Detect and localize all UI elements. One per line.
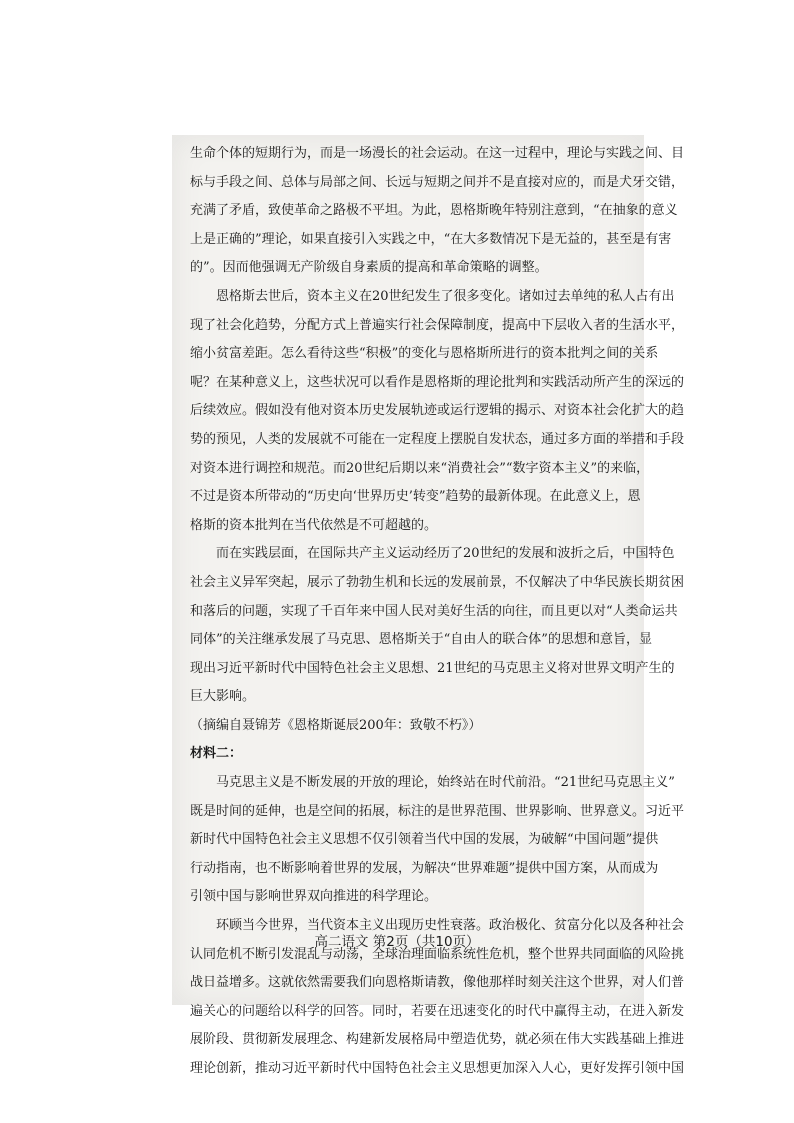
- material-two-heading: 材料二：: [190, 746, 243, 762]
- text-line: 环顾当今世界，当代资本主义出现历史性衰落。政治极化、贫富分化以及各种社会: [216, 918, 685, 934]
- text-line: 生命个体的短期行为，而是一场漫长的社会运动。在这一过程中，理论与实践之间、目: [190, 146, 685, 161]
- text-line: 认同危机不断引发混乱与动荡，全球治理面临系统性危机，整个世界共同面临的风险挑: [190, 946, 685, 962]
- text-line: 既是时间的延伸，也是空间的拓展，标注的是世界范围、世界影响、世界意义。习近平: [190, 803, 685, 819]
- text-line: 和落后的问题，实现了千百年来中国人民对美好生活的向往，而且更以对“人类命运共: [190, 603, 678, 619]
- text-line: 理论创新，推动习近平新时代中国特色社会主义思想更加深入人心，更好发挥引领中国: [190, 1061, 685, 1076]
- text-line: 新时代中国特色社会主义思想不仅引领着当代中国的发展，为破解“中国问题”提供: [190, 832, 659, 848]
- text-line: 巨大影响。: [190, 689, 256, 705]
- material-one-text: [190, 140, 685, 712]
- text-line: 展阶段、贯彻新发展理念、构建新发展格局中塑造优势，就必须在伟大实践基础上推进: [190, 1032, 685, 1048]
- text-line: 充满了矛盾，致使革命之路极不平坦。为此，恩格斯晚年特别注意到，“在抽象的意义: [190, 203, 678, 219]
- page-footer: 高二语文 第2页（共10页）: [314, 934, 480, 950]
- text-line: 现了社会化趋势，分配方式上普遍实行社会保障制度，提高中下层收入者的生活水平，: [190, 317, 685, 333]
- text-line: 恩格斯去世后，资本主义在20世纪发生了很多变化。诸如过去单纯的私人占有出: [216, 288, 675, 304]
- text-line: 的”。因而他强调无产阶级自身素质的提高和革命策略的调整。: [190, 260, 548, 276]
- text-line: 后续效应。假如没有他对资本历史发展轨迹或运行逻辑的揭示、对资本社会化扩大的趋: [190, 403, 685, 419]
- text-line: 不过是资本所带动的“历史向‘世界历史’转变”趋势的最新体现。在此意义上，恩: [190, 489, 641, 505]
- text-line: 社会主义异军突起，展示了勃勃生机和长远的发展前景，不仅解决了中华民族长期贫困: [190, 574, 685, 590]
- material-two-text: [190, 769, 685, 1084]
- text-line: 缩小贫富差距。怎么看待这些“积极”的变化与恩格斯所进行的资本批判之间的关系: [190, 346, 659, 362]
- text-line: 现出习近平新时代中国特色社会主义思想、21世纪的马克思主义将对世界文明产生的: [190, 660, 675, 676]
- text-line: 引领中国与影响世界双向推进的科学理论。: [190, 889, 438, 905]
- paragraph: [190, 540, 685, 712]
- paragraph: [190, 769, 685, 912]
- text-line: 格斯的资本批判在当代依然是不可超越的。: [190, 517, 438, 533]
- text-line: 上是正确的”理论，如果直接引入实践之中，“在大多数情况下是无益的，甚至是有害: [190, 231, 672, 247]
- text-line: 遍关心的问题给以科学的回答。同时，若要在迅速变化的时代中赢得主动，在进入新发: [190, 1003, 685, 1019]
- text-line: 战日益增多。这就依然需要我们向恩格斯请教，像他那样时刻关注这个世界，对人们普: [190, 975, 685, 991]
- text-line: 对资本进行调控和规范。而20世纪后期以来“消费社会”“数字资本主义”的来临，: [190, 460, 650, 476]
- text-line: 标与手段之间、总体与局部之间、长远与短期之间并不是直接对应的，而是犬牙交错，: [190, 174, 685, 190]
- paragraph: [190, 283, 685, 540]
- text-line: 而在实践层面，在国际共产主义运动经历了20世纪的发展和波折之后，中国特色: [216, 546, 675, 562]
- text-line: 行动指南，也不断影响着世界的发展，为解决“世界难题”提供中国方案，从而成为: [190, 860, 659, 876]
- text-line: 马克思主义是不断发展的开放的理论，始终站在时代前沿。“21世纪马克思主义”: [216, 775, 675, 791]
- text-line: 势的预见，人类的发展就不可能在一定程度上摆脱自发状态，通过多方面的举措和手段: [190, 431, 685, 447]
- paragraph: [190, 140, 685, 283]
- text-line: 同体”的关注继承发展了马克思、恩格斯关于“自由人的联合体”的思想和意旨，显: [190, 632, 652, 648]
- source-citation: （摘编自聂锦芳《恩格斯诞辰200年：致敬不朽》）: [190, 717, 482, 733]
- text-line: 呢？在某种意义上，这些状况可以看作是恩格斯的理论批判和实践活动所产生的深远的: [190, 374, 685, 390]
